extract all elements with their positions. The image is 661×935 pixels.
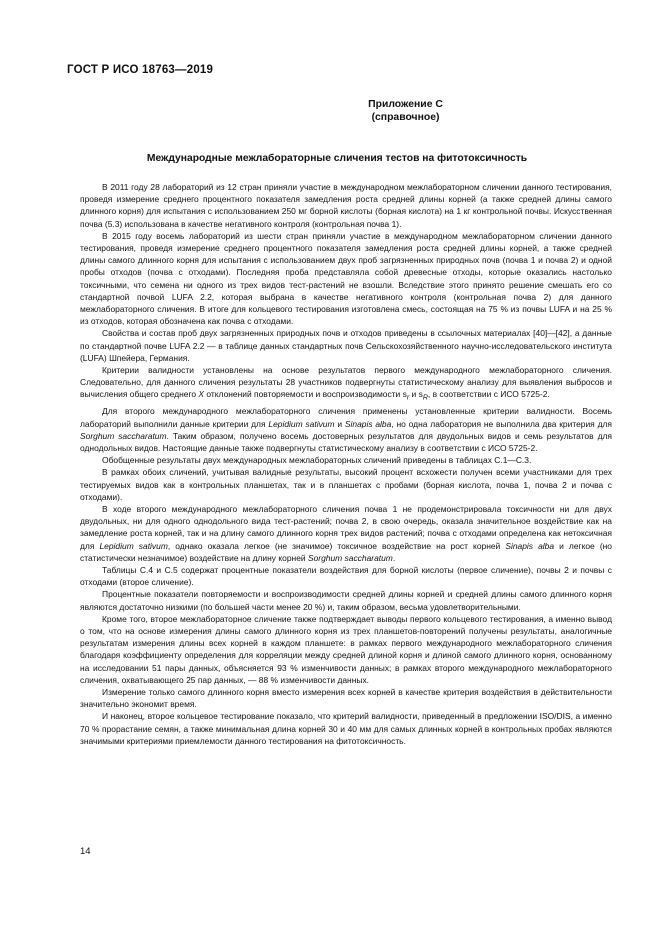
paragraph: Обобщенные результаты двух международных межлабораторных сличений приведены в таблицах С.1—С.3. [102, 455, 532, 466]
paragraph: В 2011 году 28 лабораторий из 12 стран приняли участие в международном межлабораторном сличении данного тестирования, проведя измерение среднего процентного показателя замедления роста средней длины корней (а также средней длины самого длинного корня) для испытания с использованием 250 мг борной кислоты (борная кислота) на 1 кг контрольной почвы. Искусственная почва (5.3) использована в качестве негативного контроля (контрольная почва 1). [80, 182, 612, 229]
paragraph: В рамках обоих сличений, учитывая валидные результаты, высокий процент всхожести получен всеми участниками для трех тестируемых видов как в контрольных планшетах, так и в планшетах с пробами (борная кислота, почва 1, почва 2 и почва с отходами). [80, 467, 612, 502]
paragraph: Свойства и состав проб двух загрязненных природных почв и отходов приведены в ссылочных материалах [40]—[42], а данные по стандартной почве LUFA 2.2 — в таблице данных стандартных почв Сельскохозяйственного научно-исследовательского института (LUFA) Шпейера, Германия. [80, 328, 612, 363]
paragraph: В ходе второго международного межлабораторного сличения почва 1 не продемонстрировала токсичности ни для двух двудольных, ни для одного однодольного вида тест-растений; почва 2, в свою очередь, оказала значительное воздействие как на замедление роста корней, так и на длину самого длинного корня трех видов растений; почва с отходами определена как нетоксичная для Lepidium sativum, однако оказала легкое (не значимое) токсичное воздействие на рост корней Sinapis alba и легкое (но статистически незначимое) воздействие на длину корней Sorghum saccharatum. [80, 503, 612, 563]
paragraph: Кроме того, второе межлабораторное сличение также подтверждает выводы первого кольцевого тестирования, а именно вывод о том, что на основе измерения длины самого длинного корня из трех планшетов-повторений получены результаты, аналогичные результатам измерения длины всех корней в каждом планшете: в рамках первого международного межлабораторного сличения благодаря коэффициенту определения для корреляции между средней длиной корня и длиной самого длинного корня, основанному на исследовании 51 пары данных, объясняется 93 % изменчивости данных; в рамках второго международного межлабораторного сличения, охватывающего 25 пар данных, — 88 % изменчивости данных. [80, 613, 612, 685]
paragraph: И наконец, второе кольцевое тестирование показало, что критерий валидности, приведенный в предложении ISO/DIS, а именно 70 % прорастание семян, а также минимальная длина корней 30 и 40 мм для самых длинных корней в контрольных пробах являются значимыми критериями приемлемости данного тестирования на фитотоксичность. [80, 711, 612, 746]
section-title: Международные межлабораторные сличения тестов на фитотоксичность [146, 153, 528, 164]
standard-header: ГОСТ Р ИСО 18763—2019 [67, 64, 214, 76]
paragraph: В 2015 году восемь лабораторий из шести стран приняли участие в международном межлабораторном сличении данного тестирования, проведя измерение среднего процентного показателя замедления роста средней длины корней, а также средней длины самого длинного корня для испытания с использованием двух проб загрязненных природных почв (почва 1 и почва 2) и одной пробы отходов (почва с отходами). Последняя проба представляла собой древесные отходы, которые оказались настолько токсичными, что семена ни одного из трех видов тест-растений не взошли. Вследствие этого принято решение смешать его со стандартной почвой LUFA 2.2, которая выбрана в качестве негативного контроля (контрольная почва 2) для данного межлабораторного сличения. В итоге для кольцевого тестирования изготовлена смесь, состоящая на 75 % из почвы LUFA и на 25 % из отходов, которая обозначена как почва с отходами. [80, 230, 612, 327]
annex-title: Приложение С [368, 99, 443, 110]
annex-subtitle: (справочное) [371, 112, 440, 123]
paragraph: Таблицы С.4 и С.5 содержат процентные показатели воздействия для борной кислоты (первое сличение), почвы 2 и почвы с отходами (второе сличение). [80, 564, 612, 588]
paragraph: Процентные показатели повторяемости и воспроизводимости средней длины корней и средней длины самого длинного корня являются достаточно низкими (по большей части менее 20 %) и, таким образом, весьма удовлетворительными. [80, 589, 612, 612]
paragraph: Для второго международного межлабораторного сличения применены установленные критерии валидности. Восемь лабораторий выполнили данные критерии для Lepidium sativum и Sinapis alba, но одна лаборатория не выполнила два критерия для Sorghum saccharatum. Таким образом, получено восемь достоверных результатов для двудольных видов и семь результатов для однодольных видов. Настоящие данные также подвергнуты статистическому анализу в соответствии с ИСО 5725-2. [80, 406, 612, 453]
body-text [80, 181, 612, 747]
paragraph: Критерии валидности установлены на основе результатов первого международного межлабораторного сличения. Следовательно, для данного сличения результаты 28 участников подвергнуты статистическому анализу для выявления выбросов и вычисления общего среднего X отклонений повторяемости и воспроизводимости $s_r$ и $s_R$, в соответствии с ИСО 5725-2. [80, 365, 612, 403]
paragraph: Измерение только самого длинного корня вместо измерения всех корней в качестве критерия воздействия в действительности значительно экономит время. [80, 687, 612, 710]
page-number: 14 [80, 846, 91, 857]
annex-heading [0, 98, 661, 124]
